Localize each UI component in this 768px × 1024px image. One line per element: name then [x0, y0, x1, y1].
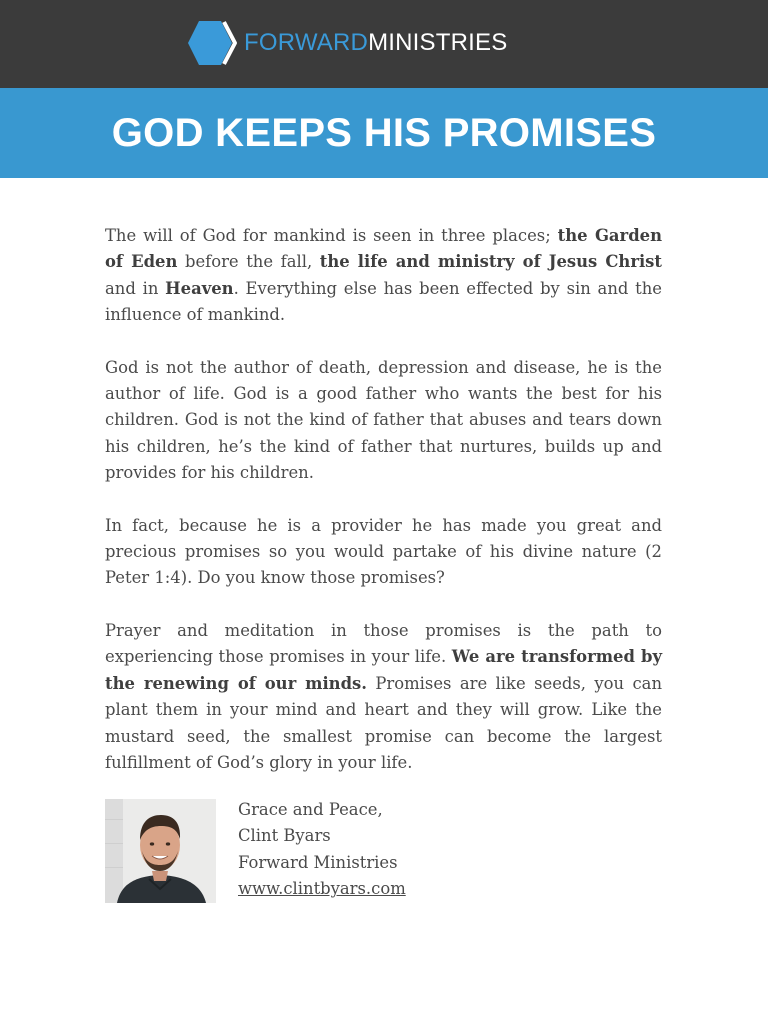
p4-text-1: Prayer and meditation in those promises is the path to experiencing those promises in your life. [105, 620, 662, 667]
signature-block [105, 799, 605, 905]
paragraph-1 [105, 223, 662, 329]
logo-ministries-text: MINISTRIES [368, 29, 508, 56]
forward-ministries-logo[interactable] [186, 20, 507, 66]
author-portrait-image [105, 799, 216, 903]
closing-line: Grace and Peace, [238, 800, 383, 819]
p1-text-3: and in [105, 278, 166, 298]
logo-forward-text: FORWARD [244, 29, 369, 56]
paragraph-4 [105, 618, 662, 776]
p1-text-1: The will of God for mankind is seen in three places; [105, 226, 558, 245]
signature-text [238, 797, 406, 903]
p1-text-4: . Everything else has been effected by sin and the influence of mankind. [105, 278, 662, 325]
p1-bold-2: the life and ministry of Jesus Christ [319, 252, 662, 272]
title-banner [0, 88, 768, 178]
organization-name: Forward Ministries [238, 852, 398, 872]
p1-bold-1: the Garden of Eden [105, 226, 662, 272]
paragraph-2: God is not the author of death, depression and disease, he is the author of life. God is a good father who wants the best for his children. God is not the kind of father that abuses and tears down his children, he’s the kind of father that nurtures, builds up and provides for his children. [105, 357, 662, 483]
page-title: GOD KEEPS HIS PROMISES [111, 110, 657, 155]
p4-bold-1: We are transformed by the renewing of our minds. [105, 647, 662, 693]
p1-text-2: before the fall, [177, 252, 320, 272]
p4-text-2: Promises are like seeds, you can plant them in your mind and heart and they will grow. Like the mustard seed, the smallest promise can become the largest fulfillment of God’s glory in your life. [105, 673, 663, 772]
logo-wordmark [244, 31, 507, 55]
author-name: Clint Byars [238, 826, 331, 846]
website-link[interactable]: www.clintbyars.com [238, 879, 406, 899]
article-body [105, 223, 662, 802]
paragraph-3: In fact, because he is a provider he has made you great and precious promises so you would partake of his divine nature (2 Peter 1:4). Do you know those promises? [105, 515, 662, 588]
header-bar [0, 0, 768, 88]
author-photo [105, 799, 216, 903]
hexagon-chevron-icon [186, 20, 240, 66]
p1-bold-3: Heaven [165, 278, 234, 298]
